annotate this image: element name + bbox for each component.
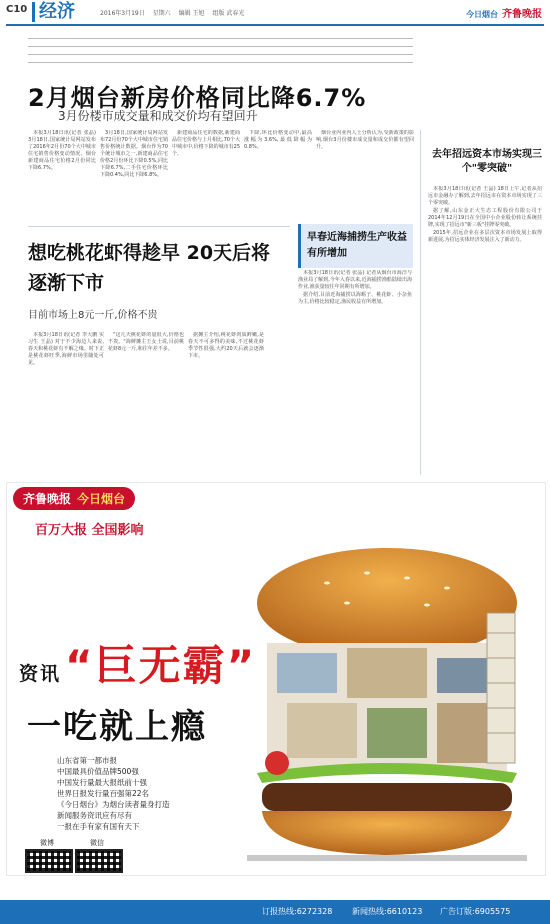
ad-feature-item: 《今日烟台》为烟台读者量身打造 — [57, 800, 170, 809]
burger-illustration — [237, 543, 537, 873]
masthead-brand — [466, 5, 542, 20]
header-rule — [6, 24, 544, 26]
article1-para: 3月18日,国家统计局网站发布72月份70个大中城市住宅销售价格统计数据。烟台作为70个统计城市之一,新建商品住宅价格2月份环比下降0.5%,同比下降6.7%,二手住宅价格环比下降0.4%,同比下降6.8%。 — [100, 130, 168, 178]
ad-brand-name: 齐鲁晚报 — [23, 492, 72, 506]
article2-para: 据摊主介绍,桃花虾肉质鲜嫩,是春天不可多得的美味,不过桃花虾季节性很强,大约20天后就会逐渐下市。 — [188, 332, 264, 359]
footer-bar — [0, 900, 550, 924]
weibo-qr-icon — [25, 849, 73, 873]
burger-top-bun — [257, 548, 517, 658]
page-number: C10 — [6, 4, 28, 15]
brand-prefix: 今日烟台 — [466, 10, 498, 19]
burger-patty — [262, 783, 512, 811]
article2-para: 本报3月18日讯(记者 李大鹏 实习生 王晶) 对于不少海边人来说,春天和桃花虾有不解之缘。时下正是桃花虾旺季,海鲜市场里随处可见。 — [28, 332, 104, 366]
weixin-qr-icon — [75, 849, 123, 873]
ad-headline-2: 一吃就上瘾 — [27, 707, 207, 747]
box-headline: 早春近海捕捞生产收益有所增加 — [298, 224, 413, 268]
article1-subhead: 3月份楼市成交量和成交价均有望回升 — [58, 109, 258, 123]
article1-para: 本报3月18日讯(记者 张晶) 3月18日,国家统计局网站发布了2016年2月份70个大中城市住宅销售价格变动情况。烟台新建商品住宅价格2月份同比下降6.7%。 — [28, 130, 96, 171]
footer-subscribe: 订报热线:6272328 — [262, 907, 333, 916]
column-divider — [420, 130, 421, 475]
ad-brand-badge — [13, 487, 135, 510]
article1-para: 新建商品住宅的数据,新建商品住宅价格与上月相比,70个大中城市中,价格下降的城市有25个。 — [172, 130, 240, 157]
article2-col-1 — [28, 332, 104, 474]
box-body — [298, 270, 412, 475]
box-para: 据介绍,目前近海捕捞以海蛎子、桃花虾、小杂鱼为主,价格比较稳定,渔民收益有所增加。 — [298, 292, 412, 305]
section-title: 经济 — [32, 2, 75, 22]
article2-subhead: 目前市场上8元一斤,价格不贵 — [28, 310, 158, 321]
article1-para: 下降,环比价格变动中,最高涨幅为3.6%,最低降幅为0.8%。 — [244, 130, 312, 150]
ad-headline-1 — [19, 633, 256, 693]
designer: 组版 武春光 — [212, 10, 245, 17]
article2-col-2 — [108, 332, 184, 474]
brand-name: 齐鲁晚报 — [502, 9, 542, 20]
sidebar-body — [428, 186, 542, 476]
article2-col-3 — [188, 332, 264, 474]
article1-col-1 — [28, 130, 96, 202]
qr-label-weixin: 微信 — [90, 839, 104, 847]
article1-headline: 2月烟台新房价格同比降6.7% — [28, 84, 367, 112]
header-meta — [100, 8, 250, 17]
ad-feature-item: 山东省第一都市报 — [57, 756, 117, 765]
article1-para: 烟台业内业内人士分析认为,受新政策的影响,烟台3月份楼市成交量和成交价都有望回升。 — [316, 130, 414, 150]
ad-headline-1-prefix: 资讯 — [19, 663, 62, 685]
footer-ads: 广告订版:6905575 — [440, 907, 511, 916]
article1-top-texture — [28, 32, 413, 70]
article2-headline: 想吃桃花虾得趁早 20天后将逐渐下市 — [28, 242, 271, 294]
advertisement — [6, 482, 546, 876]
ad-feature-list — [57, 755, 170, 832]
qr-label-weibo: 微博 — [40, 839, 54, 847]
ad-feature-item: 新闻服务资讯应有尽有 — [57, 811, 132, 820]
sidebar-para: 2015年,招远企业在多层次资本市场发展上取得新进展,为招远实体经济发展注入了新动力。 — [428, 230, 542, 243]
ad-tagline: 百万大报 全国影响 — [35, 523, 144, 538]
sidebar-para: 本报3月18日讯(记者 王晶) 18日上午,记者从招远市金融办了解到,去年招远市在资本市场实现了三个零突破。 — [428, 186, 542, 206]
footer-news: 新闻热线:6610123 — [352, 907, 423, 916]
article1-col-1b — [28, 202, 96, 242]
article1-col-2 — [100, 130, 168, 222]
ad-brand-sub: 今日烟台 — [77, 492, 126, 506]
tower-icon — [487, 613, 515, 763]
issue-date: 2016年3月19日 — [100, 10, 145, 17]
article1-col-4 — [244, 130, 312, 222]
section-divider — [28, 226, 290, 227]
ad-feature-item: 一报在手有家有国有天下 — [57, 822, 140, 831]
editor: 编辑 王旭 — [178, 10, 205, 17]
ad-feature-item: 世界日报发行量百强第22名 — [57, 789, 150, 798]
strawberry-icon — [265, 751, 289, 775]
ad-feature-item: 中国发行量最大报纸前十强 — [57, 778, 147, 787]
burger-bottom-bun — [262, 811, 512, 855]
sidebar-para: 据了解,山东金正大生态工程股份有限公司于2014年12月19日在全国中小企业股份转让系统挂牌,实现了招远市"新三板"挂牌零突破。 — [428, 208, 542, 228]
sidebar-headline: 去年招远资本市场实现三个"零突破" — [432, 149, 542, 174]
ad-headline-1-main: “巨无霸” — [65, 641, 257, 690]
issue-weekday: 星期六 — [152, 10, 171, 17]
ad-feature-item: 中国最具价值品牌500强 — [57, 767, 139, 776]
article1-col-3 — [172, 130, 240, 222]
article2-para: "这几天桃花虾的量很大,价格也不贵。"海鲜摊主王女士说,目前桃花虾8元一斤,和往年差不多。 — [108, 332, 184, 352]
box-para: 本报3月18日讯(记者 张晶) 记者从烟台市海洋与渔业局了解到,今年入春以来,近海捕捞渔船陆续出海作业,渔获量较往年同期有所增加。 — [298, 270, 412, 290]
article1-top-strip — [28, 32, 413, 70]
article1-col-5 — [316, 130, 414, 222]
